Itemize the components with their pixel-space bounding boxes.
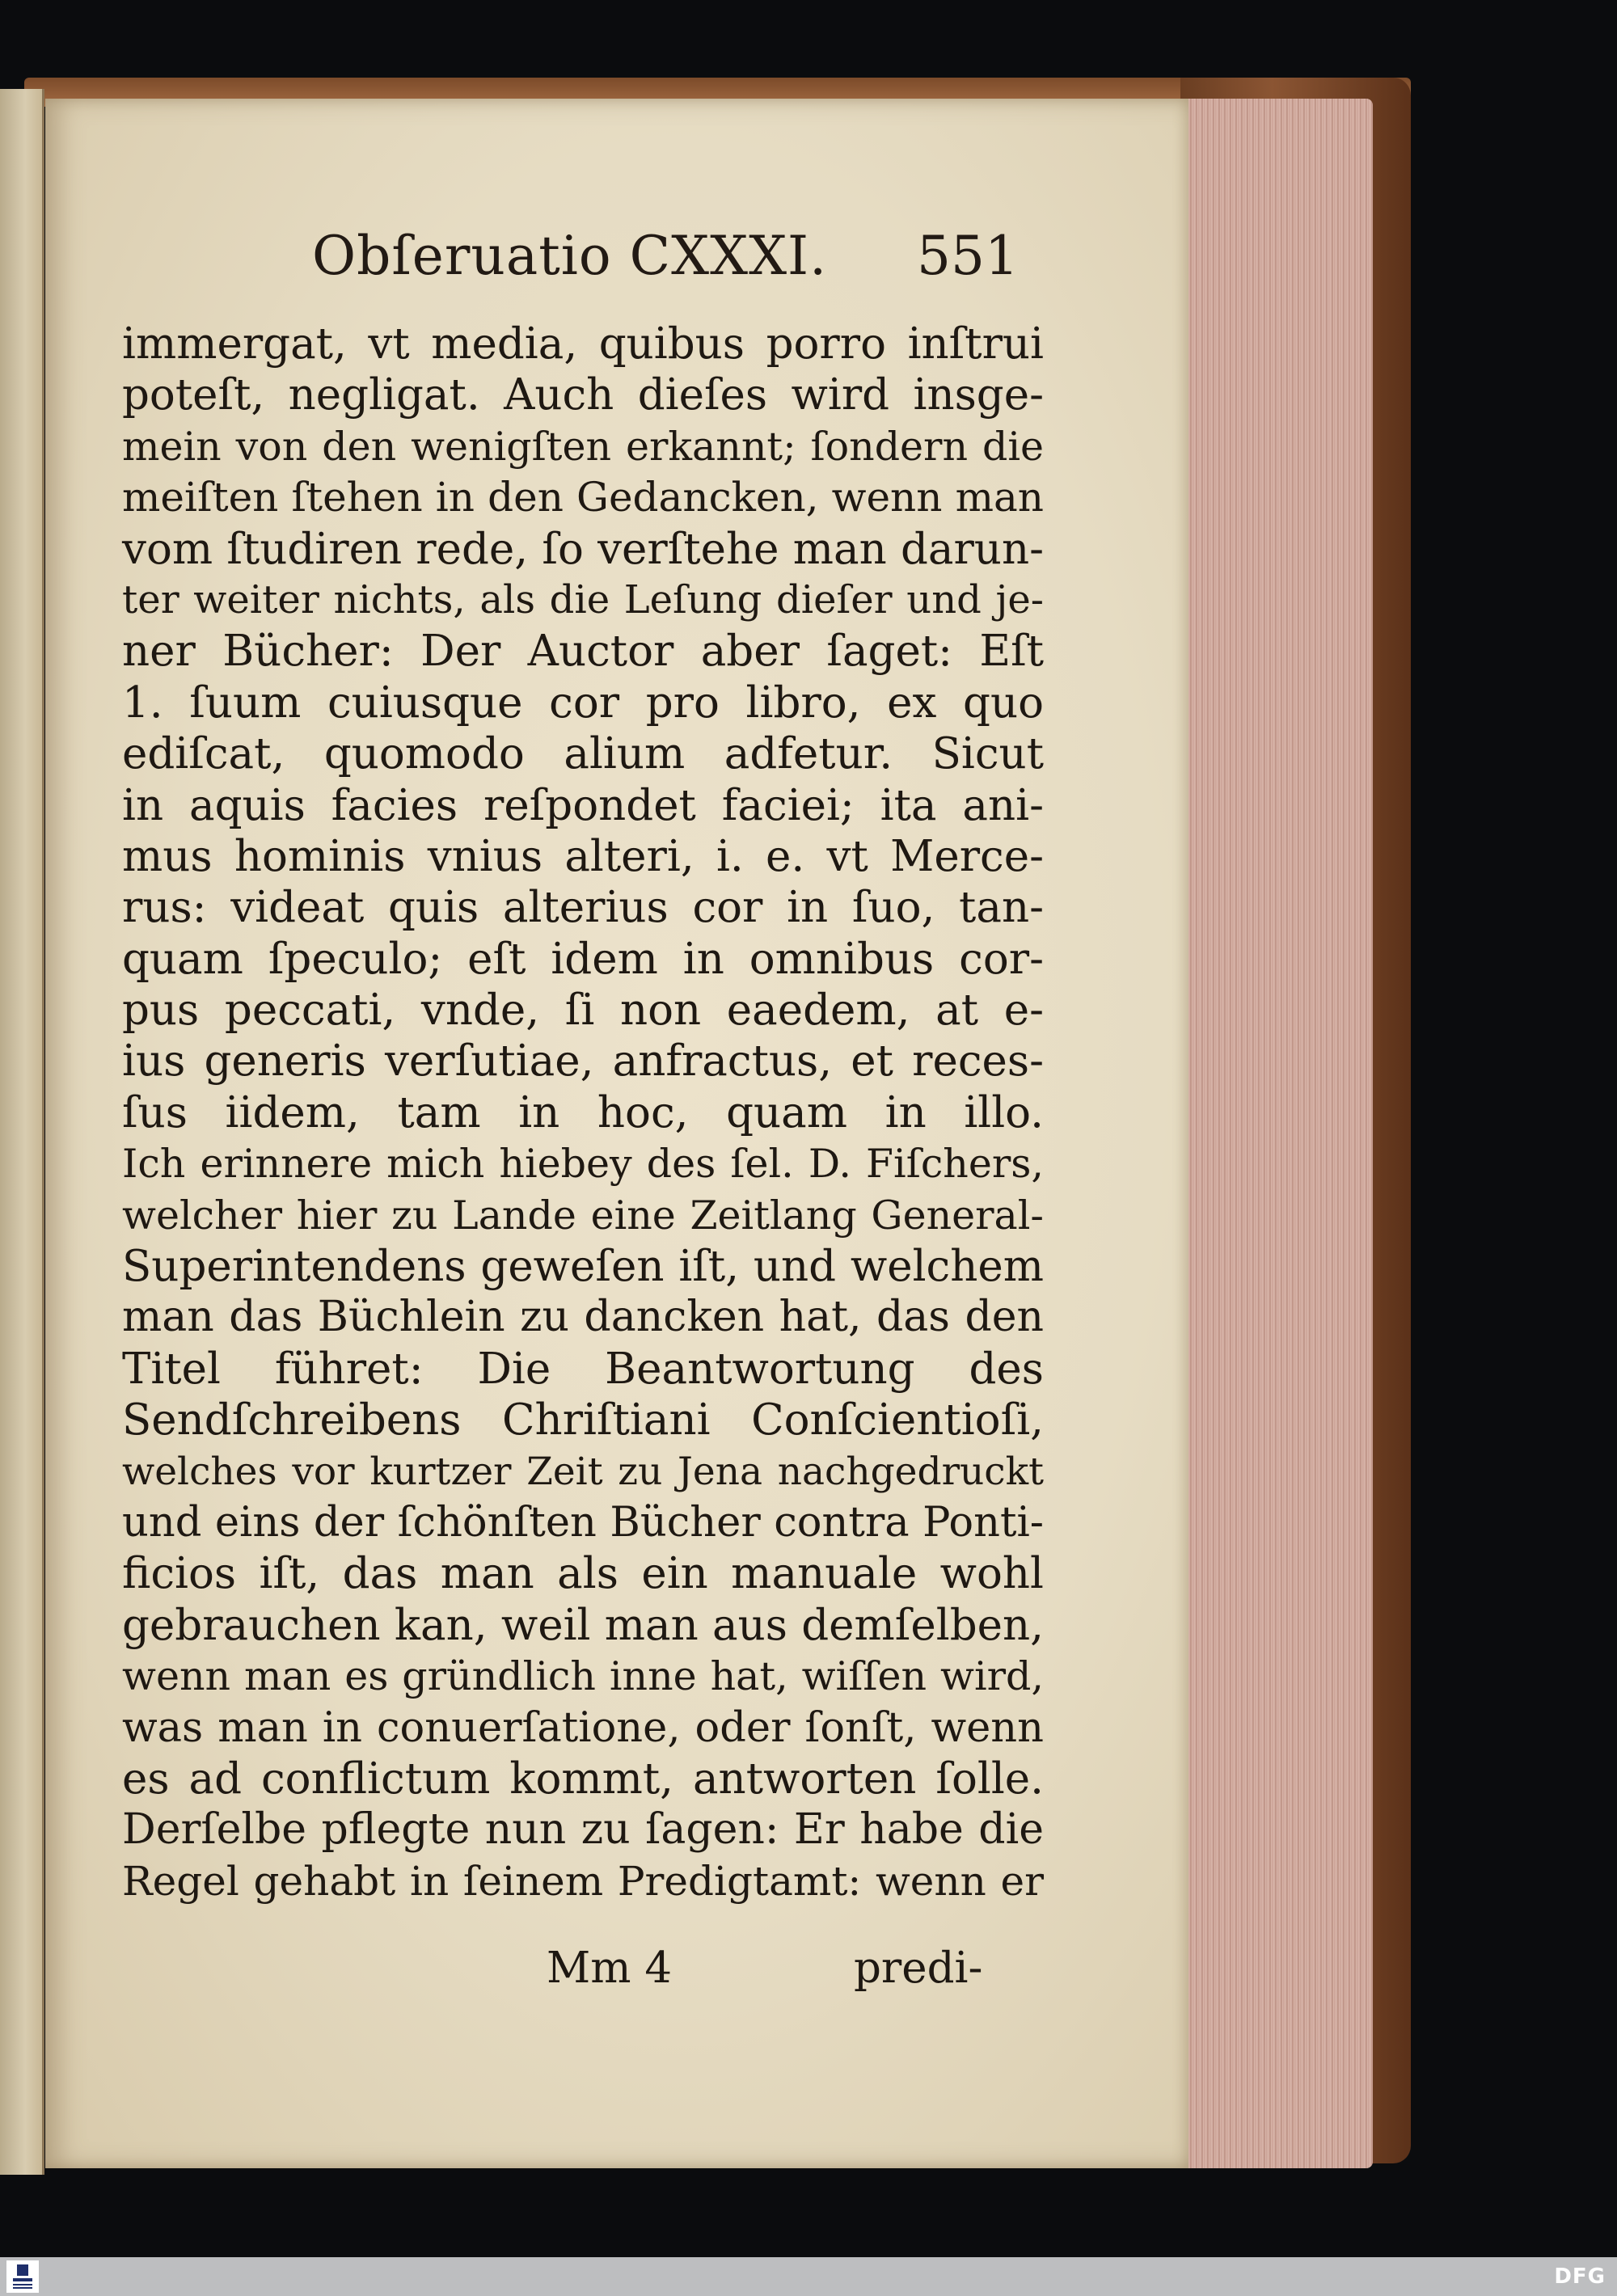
text-line: 1. ſuum cuiusque cor pro libro, ex quo: [122, 677, 1044, 728]
library-logo-icon: [6, 2260, 39, 2293]
text-line: in aquis facies reſpondet faciei; ita ani-: [122, 780, 1044, 830]
text-line: ediſcat, quomodo alium adfetur. Sicut: [122, 729, 1044, 779]
text-line: Regel gehabt in ſeinem Predigtamt: wenn er: [122, 1857, 1044, 1905]
book-page: [45, 99, 1188, 2168]
text-line: welches vor kurtzer Zeit zu Jena nachgedruckt: [122, 1449, 1044, 1494]
page-header: [45, 212, 1188, 301]
running-title: Obſeruatio CXXXI.: [312, 225, 828, 287]
text-line: gebrauchen kan, weil man aus demſelben,: [122, 1600, 1044, 1650]
text-line: meiſten ſtehen in den Gedancken, wenn man: [122, 474, 1044, 521]
text-line: quam ſpeculo; eſt idem in omnibus cor-: [122, 934, 1044, 984]
text-line: Sendſchreibens Chriſtiani Conſcientioſi,: [122, 1395, 1044, 1446]
text-line: rus: videat quis alterius cor in ſuo, tan-: [122, 883, 1044, 933]
text-line: wenn man es gründlich inne hat, wiſſen wird,: [122, 1653, 1044, 1700]
catchword: predi-: [854, 1944, 983, 1993]
text-line: Superintendens geweſen iſt, und welchem: [122, 1242, 1044, 1292]
text-line: poteſt, negligat. Auch dieſes wird insge-: [122, 370, 1044, 420]
signature-mark: Mm 4: [547, 1944, 673, 1993]
text-line: mus hominis vnius alteri, i. e. vt Merce-: [122, 831, 1044, 881]
text-line: mein von den wenigſten erkannt; ſondern die: [122, 423, 1044, 470]
text-line: und eins der ſchönſten Bücher contra Ponti-: [122, 1498, 1044, 1547]
text-line: ner Bücher: Der Auctor aber ſaget: Eſt: [122, 627, 1044, 677]
scan-footer-bar: [0, 2257, 1617, 2296]
text-line: man das Büchlein zu dancken hat, das den: [122, 1293, 1044, 1342]
text-line: Derſelbe pflegte nun zu ſagen: Er habe die: [122, 1805, 1044, 1855]
text-line: immergat, vt media, quibus porro inſtrui: [122, 319, 1044, 369]
page-number: 551: [917, 225, 1019, 287]
text-line: es ad conflictum kommt, antworten ſolle.: [122, 1754, 1044, 1804]
text-line: ius generis verſutiae, anfractus, et reces-: [122, 1036, 1044, 1087]
text-line: Titel führet: Die Beantwortung des: [122, 1344, 1044, 1394]
text-line: ter weiter nichts, als die Leſung dieſer und je-: [122, 576, 1044, 623]
page-footer: [45, 1940, 1188, 1997]
text-line: ficios iſt, das man als ein manuale wohl: [122, 1549, 1044, 1599]
text-line: vom ſtudiren rede, ſo verſtehe man darun-: [122, 524, 1044, 574]
facing-page-edge: [0, 89, 44, 2175]
body-text: [122, 319, 1044, 1907]
text-line: ſus iidem, tam in hoc, quam in illo.: [122, 1087, 1044, 1137]
text-line: Ich erinnere mich hiebey des ſel. D. Fiſchers,: [122, 1141, 1044, 1188]
text-line: welcher hier zu Lande eine Zeitlang General-: [122, 1192, 1044, 1239]
text-line: pus peccati, vnde, ſi non eaedem, at e-: [122, 986, 1044, 1036]
dfg-label: DFG: [1554, 2264, 1606, 2289]
text-line: was man in conuerſatione, oder ſonſt, wenn: [122, 1703, 1044, 1752]
page-fore-edge: [1187, 99, 1373, 2168]
